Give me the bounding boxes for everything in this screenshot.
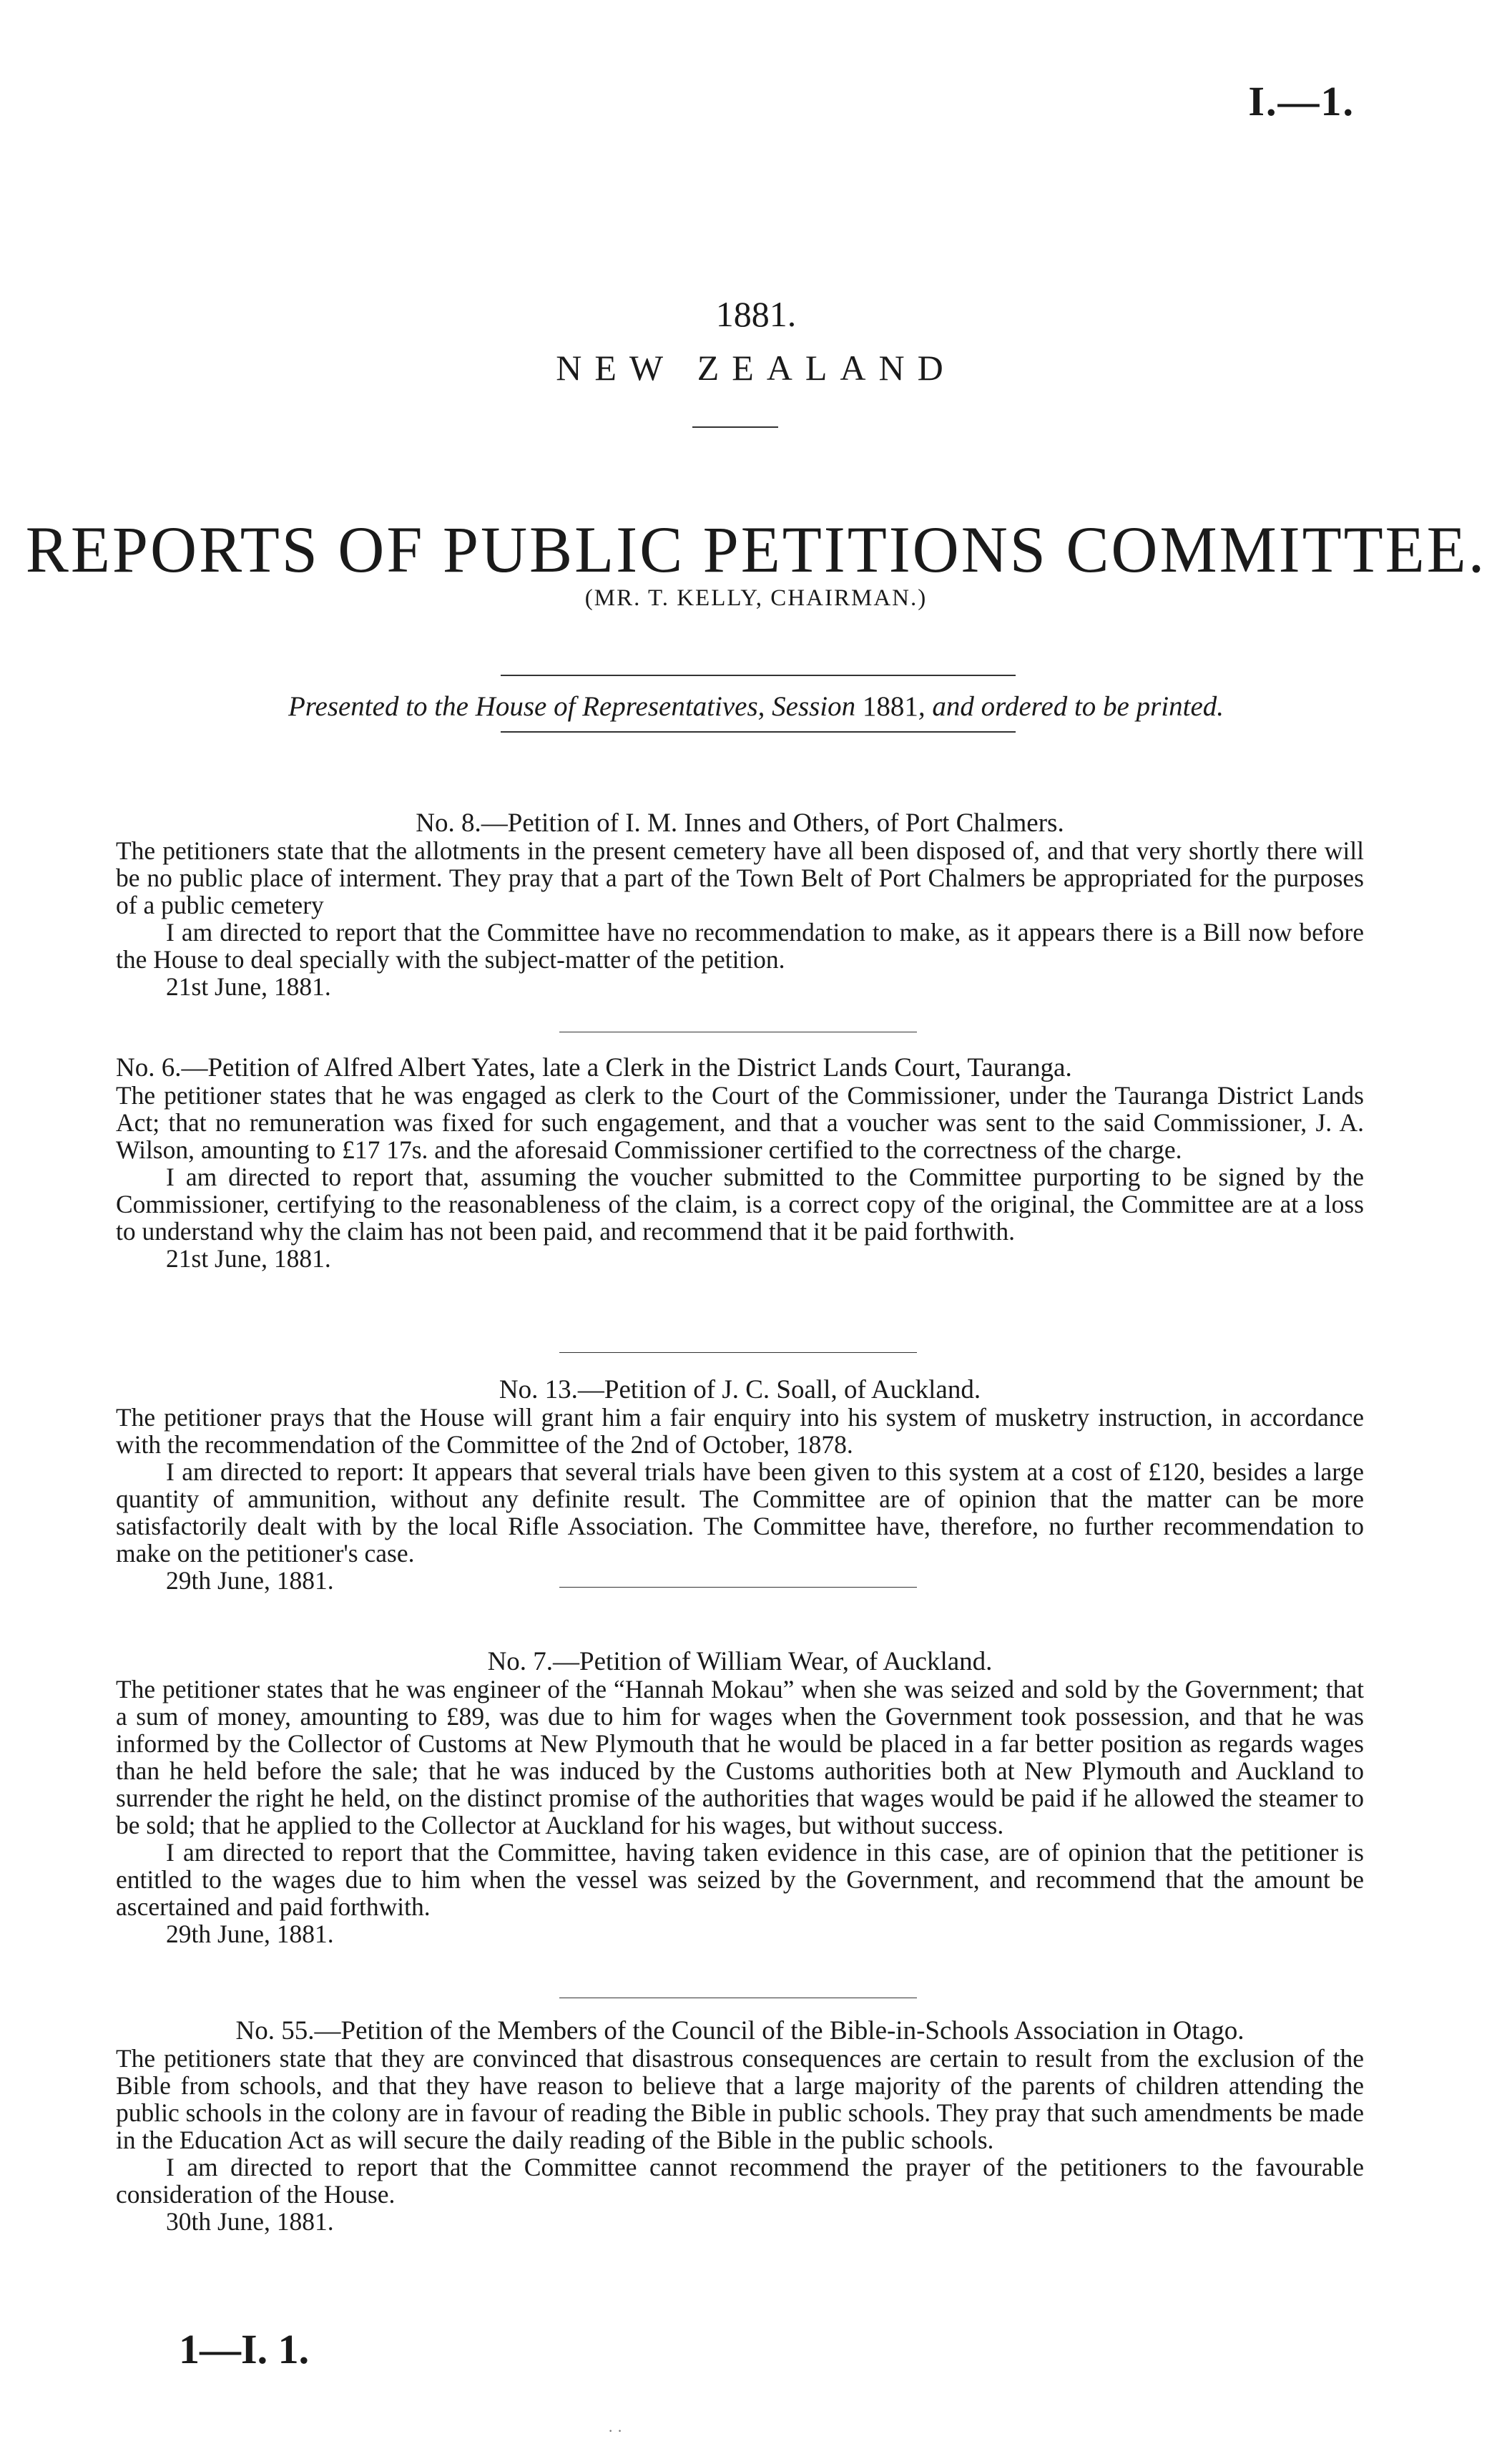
print-speck: · · xyxy=(608,2422,623,2440)
petition-body: The petitioner states that he was engineer of the “Hannah Mokau” when she was seized and sold by the Government; that a sum of money, amounting to £89, was due to him for wages when the Government took possession, and that he was informed by the Collector of Customs at New Plymouth that he would be placed in a far better position as regards wages than he held before the sale; that he was induced by the Customs authorities both at New Plymouth and Auckland to surrender the right he held, on the distinct promise of the authorities that wages would be paid if he allowed the steamer to be sold; that he applied to the Collector at Auckland for his wages, but without success. xyxy=(116,1675,1364,1839)
petition-report: I am directed to report that the Committee, having taken evidence in this case, are of opinion that the petitioner is entitled to the wages due to him when the vessel was seized by the Government, and recommend that the amount be ascertained and paid forthwith. xyxy=(116,1838,1364,1921)
petition-report: I am directed to report that the Committee have no recommendation to make, as it appears there is a Bill now before the House to deal specially with the subject-matter of the petition. xyxy=(116,918,1364,974)
petition-block xyxy=(116,810,1364,1000)
divider xyxy=(559,1352,917,1353)
petition-report: I am directed to report that, assuming the voucher submitted to the Committee purporting to be signed by the Commissioner, certifying to the reasonableness of the claim, is a correct copy of the original, the Committee are at a loss to understand why the claim has not been paid, and recommend that it be paid forthwith. xyxy=(116,1163,1364,1246)
page-title: REPORTS OF PUBLIC PETITIONS COMMITTEE. xyxy=(25,513,1487,586)
divider xyxy=(692,426,778,428)
petition-body: The petitioners state that they are convinced that disastrous consequences are certain to result from the exclusion of the Bible from schools, and that they have reason to believe that a large majority of the parents of children attending the public schools in the colony are in favour of reading the Bible in public schools. They pray that such amendments be made in the Education Act as will secure the daily reading of the Bible in the public schools. xyxy=(116,2044,1364,2154)
petition-heading: No. 7.—Petition of William Wear, of Auckland. xyxy=(487,1647,993,1676)
divider xyxy=(501,731,1016,733)
divider xyxy=(559,1587,917,1588)
petition-block xyxy=(116,1377,1364,1594)
page-reference: I.—1. xyxy=(1248,78,1355,124)
petition-heading: No. 13.—Petition of J. C. Soall, of Auckland. xyxy=(499,1375,981,1404)
divider xyxy=(501,675,1016,676)
petition-block xyxy=(116,1055,1364,1272)
petition-body: The petitioners state that the allotments in the present cemetery have all been disposed of, and that very shortly there will be no public place of interment. They pray that a part of the Town Belt of Port Chalmers be appropriated for the purposes of a public cemetery xyxy=(116,836,1364,919)
signature-mark: 1—I. 1. xyxy=(179,2326,310,2372)
petition-heading: No. 55.—Petition of the Members of the Council of the Bible-in-Schools Association in Otago. xyxy=(235,2016,1245,2045)
document-year: 1881. xyxy=(715,294,797,334)
petition-report: I am directed to report: It appears that several trials have been given to this system at a cost of £120, besides a large quantity of ammunition, without any definite result. The Committee are of opinion that the matter can be more satisfactorily dealt with by the local Rifle Association. The Committee have, therefore, no further recommendation to make on the petitioner's case. xyxy=(116,1457,1364,1568)
petition-date: 30th June, 1881. xyxy=(166,2207,334,2236)
petition-date: 21st June, 1881. xyxy=(166,972,331,1001)
petition-body: The petitioner states that he was engaged as clerk to the Court of the Commissioner, under the Tauranga District Lands Act; that no remuneration was fixed for such engagement, and that a voucher was sent to the said Commissioner, J. A. Wilson, amounting to £17 17s. and the aforesaid Commissioner certified to the correctness of the charge. xyxy=(116,1081,1364,1164)
petition-body: The petitioner prays that the House will grant him a fair enquiry into his system of musketry instruction, in accordance with the recommendation of the Committee of the 2nd of October, 1878. xyxy=(116,1403,1364,1459)
petition-date: 21st June, 1881. xyxy=(166,1244,331,1273)
petition-date: 29th June, 1881. xyxy=(166,1920,334,1948)
presented-line xyxy=(0,690,1512,723)
petition-block xyxy=(116,1648,1364,1947)
country-heading: NEW ZEALAND xyxy=(556,348,956,388)
petition-heading: No. 6.—Petition of Alfred Albert Yates, late a Clerk in the District Lands Court, Tauranga. xyxy=(116,1053,1072,1082)
presented-year: 1881 xyxy=(862,691,918,722)
petition-heading: No. 8.—Petition of I. M. Innes and Others, of Port Chalmers. xyxy=(416,808,1064,838)
presented-text-end: , and ordered to be printed. xyxy=(918,691,1224,722)
presented-text: Presented to the House of Representatives, Session xyxy=(288,691,863,722)
petition-report: I am directed to report that the Committee cannot recommend the prayer of the petitioners to the favourable consideration of the House. xyxy=(116,2153,1364,2209)
petition-block xyxy=(116,2018,1364,2235)
petition-date: 29th June, 1881. xyxy=(166,1566,334,1595)
chairman-line: (MR. T. KELLY, CHAIRMAN.) xyxy=(584,585,928,611)
